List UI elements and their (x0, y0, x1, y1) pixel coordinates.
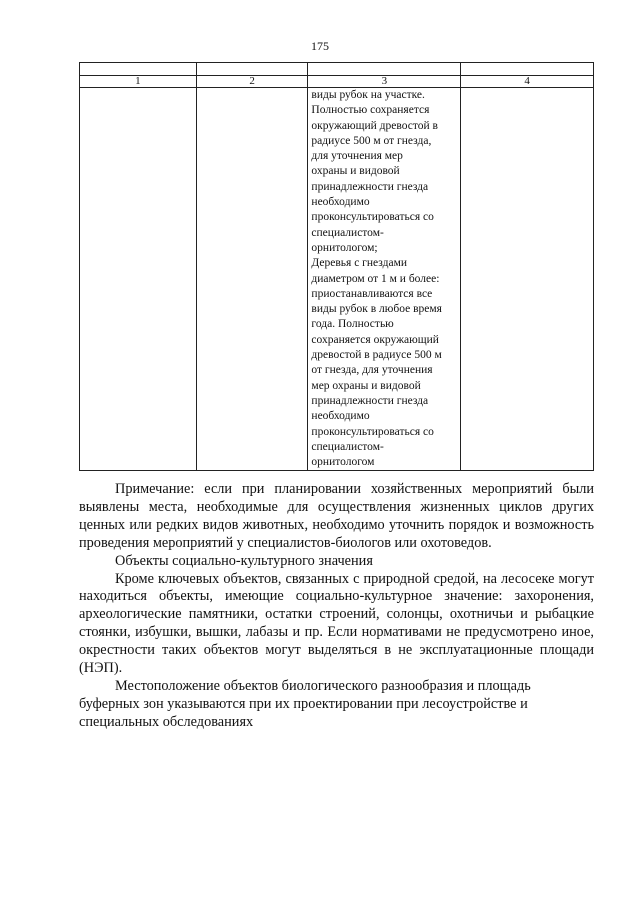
table-cell (196, 63, 308, 76)
table-cell (461, 88, 594, 471)
table-cell (308, 63, 461, 76)
table-header-empty-row (80, 63, 594, 76)
cell-text-line: от гнезда, для уточнения (311, 364, 433, 377)
page-number: 175 (311, 39, 329, 53)
table-cell (461, 63, 594, 76)
cell-text-line: Полностью сохраняется (311, 104, 430, 117)
body-text (79, 481, 594, 732)
cell-text-line: специалистом- (311, 226, 384, 239)
cell-text-line: виды рубок в любое время (311, 303, 442, 316)
cell-text-line: диаметром от 1 м и более: (311, 272, 440, 285)
cell-text-line: радиусе 500 м от гнезда, (311, 134, 432, 147)
note-paragraph: Примечание: если при планировании хозяйственных мероприятий были выявлены места, необходимые для осуществления жизненных циклов других ценных или редких видов животных, необходимо уточнить порядок и возможность проведения мероприятий у специалистов-биологов или охотоведов. (79, 481, 594, 551)
cell-text-line: приостанавливаются все (311, 287, 433, 300)
cell-text-line: года. Полностью (311, 318, 394, 331)
document-table (79, 62, 594, 471)
table-cell (80, 88, 197, 471)
cell-text-line: древостой в радиусе 500 м (311, 349, 442, 362)
cell-text-line: охраны и видовой (311, 165, 400, 178)
column-number: 2 (196, 76, 308, 88)
cell-text-line: орнитологом; (311, 241, 378, 254)
column-number: 4 (461, 76, 594, 88)
objects-paragraph: Кроме ключевых объектов, связанных с природной средой, на лесосеке могут находиться объекты, имеющие социально-культурное значение: захоронения, археологические памятники, остатки строений, солонцы, охотничьи и рыбацкие стоянки, избушки, вышки, лабазы и пр. Если нормативами не предусмотрено иное, окрестности таких объектов могут выделяться в не эксплуатационные площади (НЭП). (79, 570, 594, 677)
cell-text-line: необходимо (311, 410, 370, 423)
section-heading: Объекты социально-культурного значения (115, 552, 373, 569)
table-cell (196, 88, 308, 471)
cell-text-line: принадлежности гнезда (311, 180, 429, 193)
cell-text-line: проконсультироваться со (311, 211, 434, 224)
cell-text-line: принадлежности гнезда (311, 394, 429, 407)
cell-text-line: сохраняется окружающий (311, 333, 439, 346)
location-paragraph: Местоположение объектов биологического разнообразия и площадь буферных зон указываются при их проектировании при лесоустройстве и специальных обследованиях (79, 677, 531, 730)
cell-text-line: окружающий древостой в (311, 119, 438, 132)
cell-text-line: мер охраны и видовой (311, 379, 421, 392)
column-number: 3 (308, 76, 461, 88)
table-row (80, 88, 594, 471)
cell-text-line: необходимо (311, 196, 370, 209)
cell-text-line: орнитологом (311, 456, 375, 469)
column-number: 1 (80, 76, 197, 88)
cell-text-line: проконсультироваться со (311, 425, 434, 438)
table-column-number-row (80, 76, 594, 88)
cell-text-line: для уточнения мер (311, 150, 403, 163)
table-cell-measures (308, 88, 461, 471)
table-cell (80, 63, 197, 76)
cell-text-line: виды рубок на участке. (311, 89, 425, 101)
cell-text-line: Деревья с гнездами (311, 257, 408, 270)
cell-text-line: специалистом- (311, 440, 384, 453)
